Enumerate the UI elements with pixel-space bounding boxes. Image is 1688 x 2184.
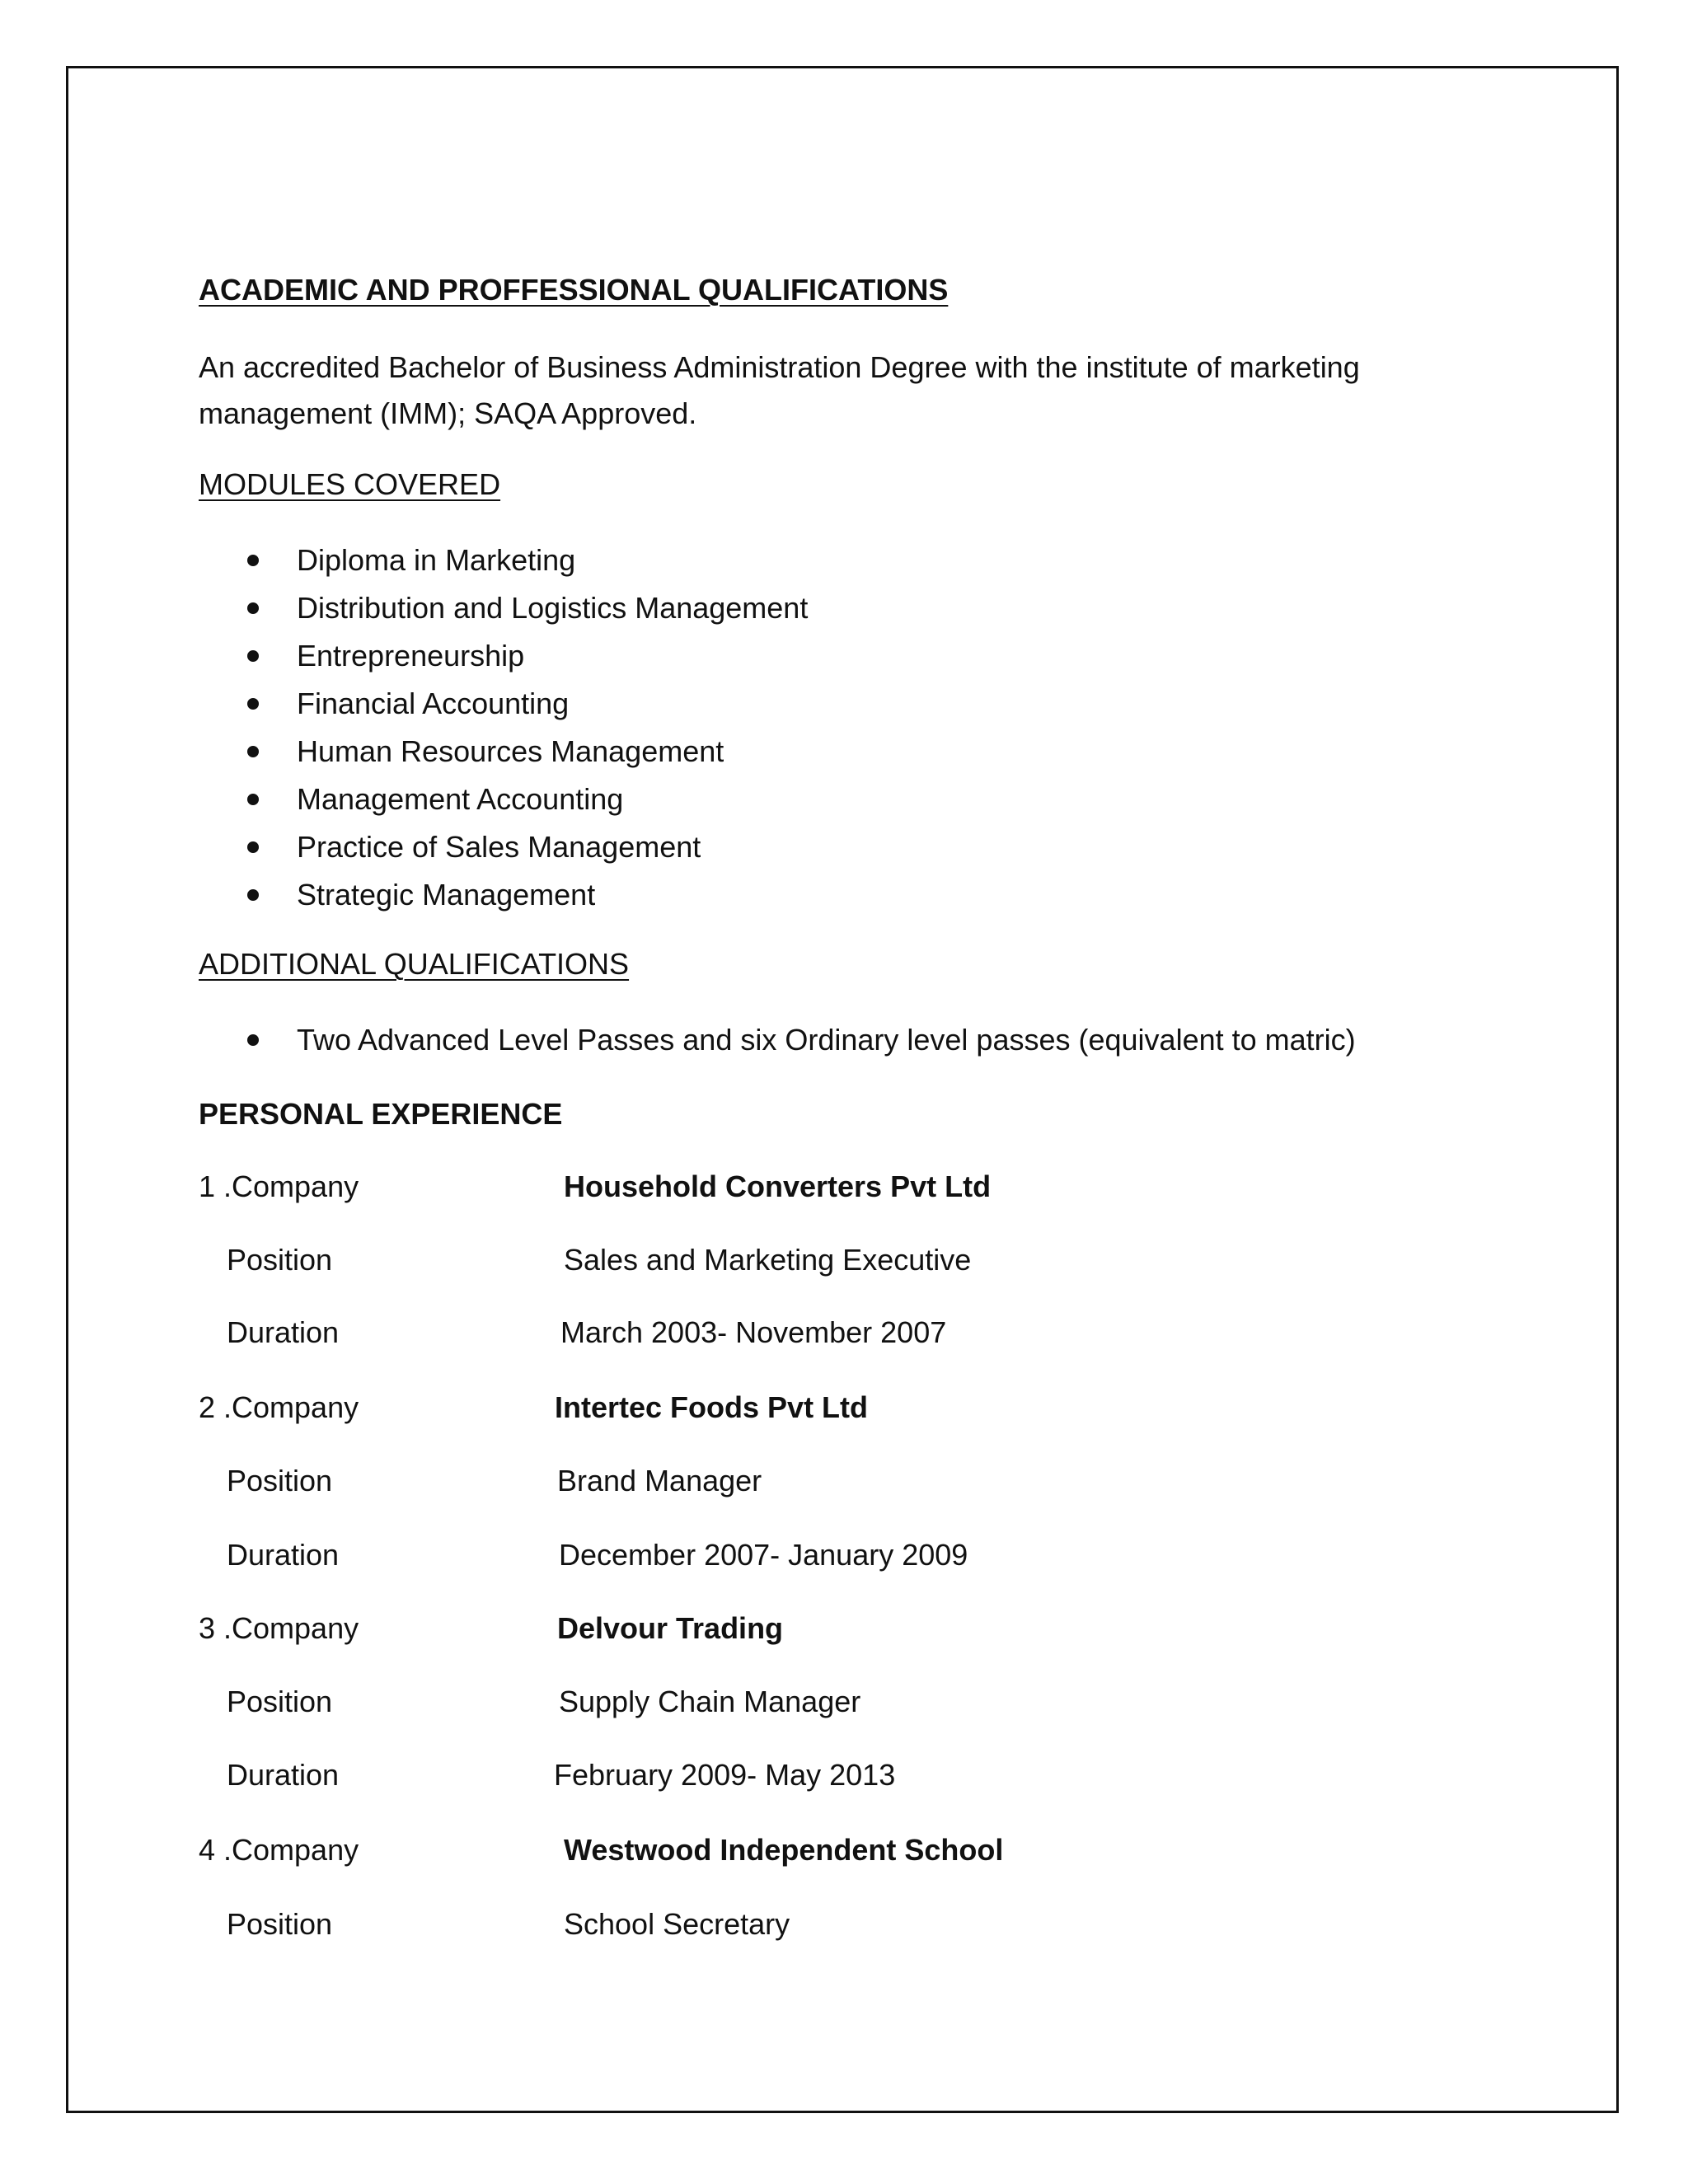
position-value: Brand Manager xyxy=(557,1464,762,1497)
bullet-icon xyxy=(247,746,259,757)
bullet-icon xyxy=(247,794,259,805)
position-value: School Secretary xyxy=(564,1907,790,1941)
company-label: 3 .Company xyxy=(199,1611,359,1645)
bullet-icon xyxy=(247,841,259,853)
bullet-icon xyxy=(247,1034,259,1046)
position-label: Position xyxy=(227,1685,333,1718)
position-label: Position xyxy=(227,1243,333,1277)
document-content: ACADEMIC AND PROFFESSIONAL QUALIFICATIONS An accredited Bachelor of Business Administration Degree with the institute of marketing management (IMM); SAQA Approved. MODULES COVERED Diploma in Marketing Distribution and Logistics Management Entrepreneurship Financial Accounting Human Resources Management Management Accounting Practice of Sales Management Strategic Management ADDITIONAL QUALIFICATIONS Two Advanced Level Passes and six Ordinary level passes (equivalent to matric) PERSONAL EXPERIENCE 1 .Company Household Converters Pvt Ltd Position Sales and Marketing Executive Duration March 2003- November 2007 2 .Company Intertec Foods Pvt Ltd Position Brand Manager Duration December 2007- January 2009 3 .Company Delvour Trading Position Supply Chain Manager Duration February 2009- May 2013 4 .Company Westwood Independent School Position School Secretary xyxy=(0,0,1688,2184)
position-label: Position xyxy=(227,1907,333,1941)
duration-value: February 2009- May 2013 xyxy=(554,1758,896,1792)
company-label: 2 .Company xyxy=(199,1390,359,1424)
position-value: Sales and Marketing Executive xyxy=(564,1243,972,1277)
company-name: Household Converters Pvt Ltd xyxy=(564,1169,992,1203)
duration-label: Duration xyxy=(227,1758,340,1792)
academic-heading: ACADEMIC AND PROFFESSIONAL QUALIFICATIONS xyxy=(199,273,949,307)
experience-heading: PERSONAL EXPERIENCE xyxy=(199,1097,563,1131)
company-name: Intertec Foods Pvt Ltd xyxy=(555,1390,869,1424)
duration-value: December 2007- January 2009 xyxy=(559,1538,968,1572)
duration-label: Duration xyxy=(227,1538,340,1572)
position-label: Position xyxy=(227,1464,333,1497)
duration-label: Duration xyxy=(227,1315,340,1349)
company-label: 1 .Company xyxy=(199,1169,359,1203)
bullet-icon xyxy=(247,889,259,901)
bullet-icon xyxy=(247,555,259,566)
position-value: Supply Chain Manager xyxy=(559,1685,861,1718)
bullet-icon xyxy=(247,602,259,614)
company-name: Delvour Trading xyxy=(557,1611,784,1645)
modules-heading: MODULES COVERED xyxy=(199,467,501,501)
academic-description: An accredited Bachelor of Business Administration Degree with the institute of marketing management (IMM); SAQA Approved. xyxy=(199,350,1360,430)
company-label: 4 .Company xyxy=(199,1833,359,1867)
additional-heading: ADDITIONAL QUALIFICATIONS xyxy=(199,947,630,981)
bullet-icon xyxy=(247,650,259,662)
duration-value: March 2003- November 2007 xyxy=(560,1315,947,1349)
bullet-icon xyxy=(247,698,259,710)
company-name: Westwood Independent School xyxy=(564,1833,1004,1867)
